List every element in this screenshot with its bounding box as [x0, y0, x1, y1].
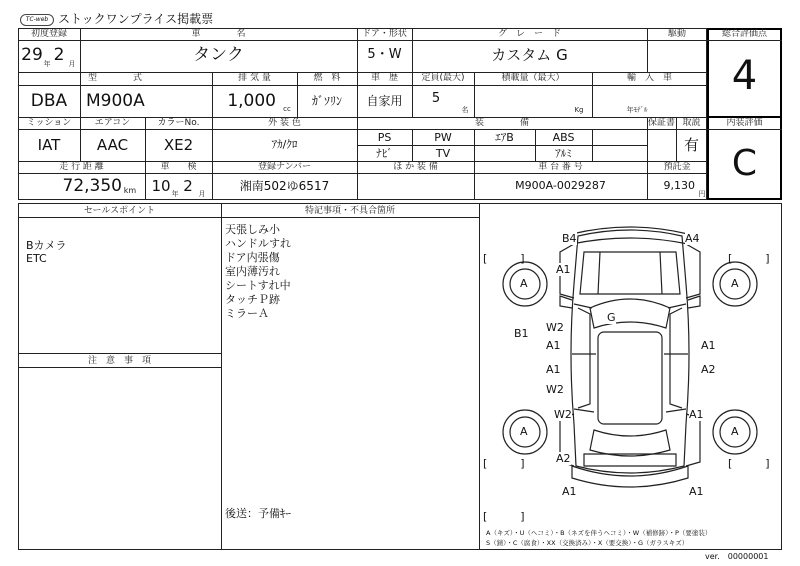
footer-note: 後送：予備ｷｰ [225, 507, 291, 520]
first-reg-year: 29 [21, 45, 43, 65]
aircon: AAC [96, 136, 129, 154]
label-manual: 取説 [682, 118, 701, 128]
label-grade: グ レ ー ド [497, 29, 561, 39]
logo: TC-web [20, 14, 54, 26]
inspection-month: 2 [183, 177, 193, 195]
note-item: 天張しみ小 [225, 223, 280, 236]
tire-rear-right: A [731, 425, 739, 438]
equip-ps: PS [377, 131, 392, 144]
sales-point-item: Bカメラ [26, 239, 67, 252]
damage-mark: A1 [562, 485, 577, 498]
label-mileage: 走 行 距 離 [59, 162, 104, 172]
label-chassis-no: 車 台 番 号 [538, 162, 583, 172]
damage-mark: A2 [556, 452, 571, 465]
damage-mark: W2 [554, 408, 572, 421]
tire-front-left: A [520, 277, 528, 290]
bracket-bottom-left: [ ] [483, 510, 525, 523]
bracket-left-top: [ ] [483, 252, 525, 265]
interior-score: C [731, 143, 758, 184]
label-aircon: エアコン [94, 118, 131, 128]
grade: カスタム G [491, 46, 568, 64]
door-type: 5・W [367, 47, 402, 62]
damage-mark: B4 [562, 232, 577, 245]
unit-year: 年 [43, 60, 51, 68]
damage-mark: A1 [689, 408, 704, 421]
mission: IAT [37, 136, 61, 154]
label-drive: 駆動 [667, 29, 686, 39]
unit-inspection-year: 年 [171, 190, 179, 198]
note-item: タッチＰ跡 [225, 293, 280, 306]
label-deposit: 預託金 [663, 162, 691, 172]
unit-kg: Kg [574, 106, 584, 114]
label-interior-score: 内装評価 [726, 118, 763, 128]
damage-mark: A1 [701, 339, 716, 352]
exterior-color: ｱｶ/ｸﾛ [271, 138, 298, 151]
note-item: ドア内張傷 [225, 251, 280, 264]
damage-mark: B1 [514, 327, 529, 340]
sales-point-item: ETC [26, 252, 47, 265]
manual: 有 [683, 136, 699, 154]
damage-mark: A1 [546, 363, 561, 376]
bracket-left-bottom: [ ] [483, 457, 525, 470]
label-inspection: 車 検 [160, 162, 197, 172]
car-name: タンク [193, 45, 244, 65]
label-overall-score: 総合評価点 [721, 29, 767, 39]
inspection-year: 10 [151, 177, 171, 195]
label-sales-points: セールスポイント [83, 206, 156, 216]
damage-mark: A1 [556, 263, 571, 276]
note-item: ミラーＡ [225, 307, 269, 320]
first-reg-month: 2 [53, 45, 65, 65]
label-plate: 登録ナンバー [258, 162, 311, 172]
legend-line-1: A（キズ）・U（ヘコミ）・B（ネズを伴うヘコミ）・W（補修跡）・P（要塗装） [486, 529, 712, 537]
version: ver. 00000001 [705, 552, 769, 561]
unit-yen: 円 [698, 190, 706, 198]
label-load: 積載量（最大） [501, 73, 565, 83]
bracket-right-top: [ ] [728, 252, 770, 265]
label-warranty: 保証書 [647, 118, 675, 128]
model-prefix: DBA [30, 91, 68, 111]
tire-front-right: A [731, 277, 739, 290]
damage-mark: A2 [701, 363, 716, 376]
label-model: 型 式 [87, 73, 142, 83]
label-history: 車 歴 [370, 73, 398, 83]
unit-inspection-month: 月 [198, 190, 206, 198]
label-cautions: 注 意 事 項 [87, 356, 151, 366]
label-import: 輸 入 車 [626, 73, 672, 83]
page-title: ストックワンプライス掲載票 [58, 12, 214, 26]
label-first-reg: 初度登録 [30, 29, 67, 39]
note-item: 室内薄汚れ [225, 265, 280, 278]
label-car-name: 車 名 [191, 29, 246, 39]
damage-mark: A1 [689, 485, 704, 498]
note-item: ハンドルすれ [225, 237, 291, 250]
plate: 湘南502ゆ6517 [239, 179, 330, 193]
unit-persons: 名 [461, 106, 469, 114]
label-displacement: 排 気 量 [238, 73, 271, 83]
chassis-no: M900A-0029287 [515, 179, 606, 192]
fuel: ｶﾞｿﾘﾝ [311, 94, 342, 108]
equip-alloy: ｱﾙﾐ [555, 147, 572, 160]
label-notes-defects: 特記事項・不具合箇所 [304, 206, 395, 216]
label-exterior-color: 外 装 色 [268, 118, 301, 128]
displacement: 1,000 [227, 91, 276, 111]
label-fuel: 燃 料 [313, 73, 341, 83]
history: 自家用 [366, 94, 403, 108]
equip-abs: ABS [552, 131, 575, 144]
label-equipment: 装 備 [474, 118, 529, 128]
equip-pw: PW [434, 131, 452, 144]
color-no: XE2 [163, 136, 194, 154]
label-other-equipment: ほ か 装 備 [393, 162, 438, 172]
deposit: 9,130 [663, 179, 695, 192]
label-capacity: 定員(最大) [421, 73, 465, 83]
damage-mark: W2 [546, 321, 564, 334]
unit-km: km [123, 186, 137, 195]
equip-tv: TV [435, 147, 451, 160]
damage-mark: A4 [685, 232, 700, 245]
damage-mark: W2 [546, 383, 564, 396]
unit-month: 月 [68, 60, 76, 68]
label-mission: ミッション [26, 118, 72, 128]
equip-navi: ﾅﾋﾞ [376, 147, 393, 160]
unit-cc: cc [283, 105, 291, 113]
damage-mark: A1 [546, 339, 561, 352]
mileage: 72,350 [62, 176, 122, 196]
label-door-type: ドア・形状 [362, 29, 407, 39]
model: M900A [86, 91, 145, 111]
tire-rear-left: A [520, 425, 528, 438]
bracket-right-bottom: [ ] [728, 457, 770, 470]
damage-mark: G [607, 311, 616, 324]
unit-year-model: 年ﾓﾃﾞﾙ [626, 106, 648, 114]
note-item: シートすれ中 [225, 279, 291, 292]
equip-airbag: ｴｱB [495, 131, 514, 144]
overall-score: 4 [731, 53, 758, 99]
label-color-no: カラーNo. [157, 118, 200, 128]
legend-line-2: S（錆）・C（腐食）・XX（交換済み）・X（要交換）・G（ガラスキズ） [486, 539, 689, 547]
capacity: 5 [431, 91, 441, 106]
